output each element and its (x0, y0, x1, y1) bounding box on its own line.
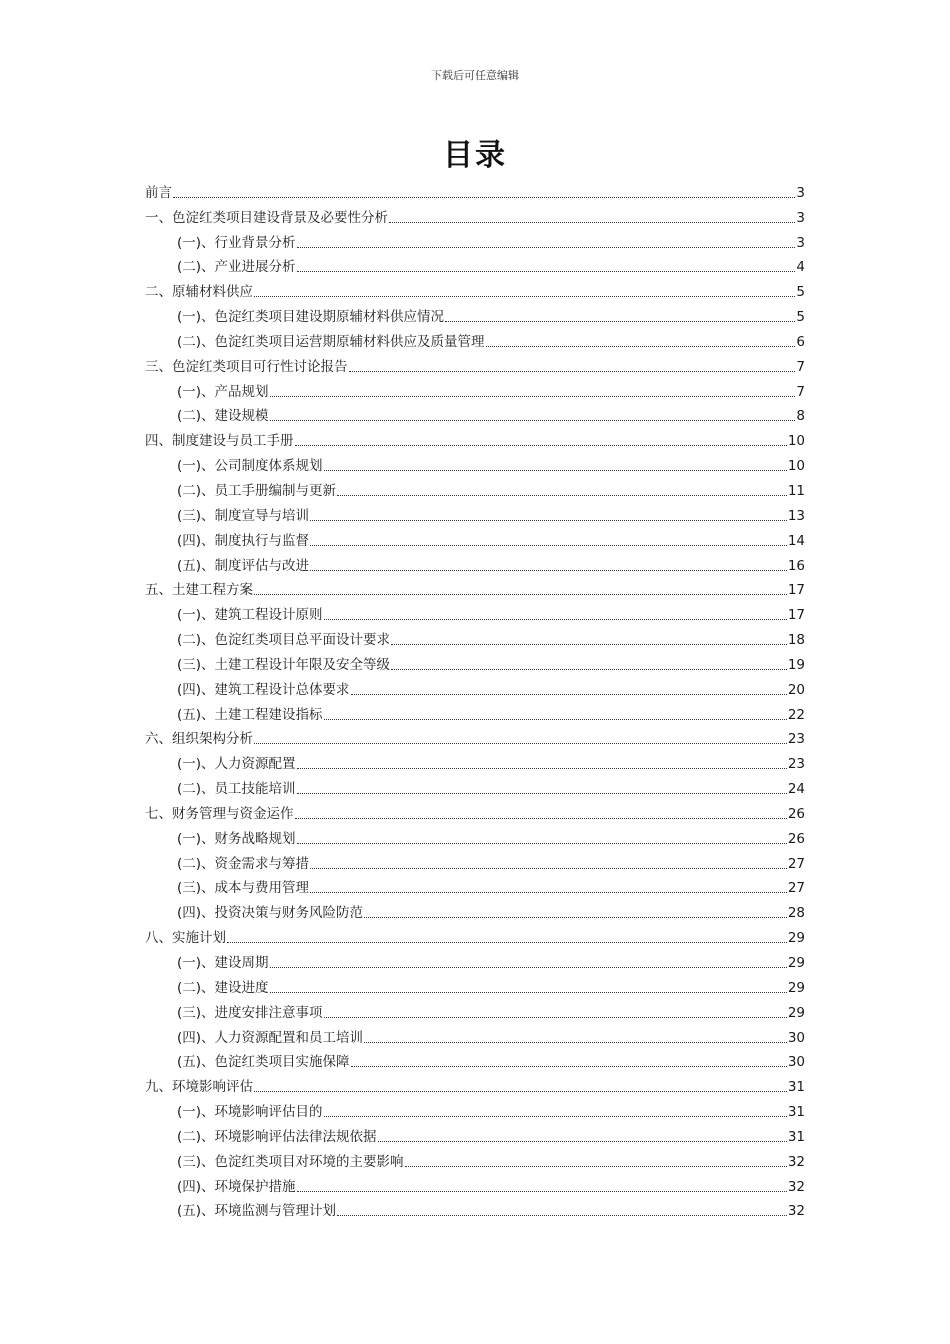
toc-entry[interactable] (145, 1070, 805, 1095)
toc-dot-leader (445, 321, 795, 322)
page-title: 目录 (443, 138, 507, 173)
toc-entry-page-number: 10 (787, 458, 805, 475)
toc-entry[interactable] (145, 226, 805, 251)
toc-entry-page-number: 13 (787, 507, 805, 524)
toc-dot-leader (173, 197, 795, 198)
toc-entry[interactable] (145, 921, 805, 946)
toc-entry-page-number: 6 (796, 333, 805, 350)
toc-entry-title: (五)、色淀红类项目实施保障 (177, 1054, 350, 1071)
toc-dot-leader (310, 545, 787, 546)
toc-entry-title: (二)、员工技能培训 (177, 781, 296, 798)
toc-entry-title: (一)、建筑工程设计原则 (177, 607, 323, 624)
toc-dot-leader (364, 917, 787, 918)
toc-entry[interactable] (145, 822, 805, 847)
toc-entry-title: (四)、投资决策与财务风险防范 (177, 905, 364, 922)
toc-entry-page-number: 4 (796, 259, 805, 276)
toc-entry[interactable] (145, 1046, 805, 1071)
toc-dot-leader (324, 719, 787, 720)
toc-dot-leader (391, 669, 787, 670)
toc-entry[interactable] (145, 549, 805, 574)
toc-entry[interactable] (145, 524, 805, 549)
toc-entry[interactable] (145, 350, 805, 375)
toc-entry-page-number: 7 (796, 358, 805, 375)
toc-entry-title: (一)、色淀红类项目建设期原辅材料供应情况 (177, 309, 445, 326)
toc-entry-title: (三)、土建工程设计年限及安全等级 (177, 656, 391, 673)
toc-dot-leader (324, 619, 787, 620)
toc-entry[interactable] (145, 499, 805, 524)
toc-dot-leader (254, 594, 787, 595)
toc-entry-page-number: 27 (787, 855, 805, 872)
toc-dot-leader (337, 495, 787, 496)
toc-entry[interactable] (145, 424, 805, 449)
toc-entry[interactable] (145, 325, 805, 350)
toc-entry-page-number: 22 (787, 706, 805, 723)
toc-dot-leader (227, 942, 787, 943)
toc-dot-leader (364, 1042, 787, 1043)
toc-dot-leader (297, 247, 796, 248)
toc-entry-title: (四)、环境保护措施 (177, 1178, 296, 1195)
toc-dot-leader (270, 420, 796, 421)
toc-entry-title: (五)、环境监测与管理计划 (177, 1203, 337, 1220)
toc-entry-page-number: 11 (787, 482, 805, 499)
toc-entry-title: (二)、建设进度 (177, 979, 269, 996)
toc-entry-title: 四、制度建设与员工手册 (145, 433, 294, 450)
toc-dot-leader (310, 520, 787, 521)
toc-entry-title: 二、原辅材料供应 (145, 284, 253, 301)
toc-entry-title: (二)、资金需求与筹措 (177, 855, 310, 872)
toc-entry-title: (五)、制度评估与改进 (177, 557, 310, 574)
toc-entry[interactable] (145, 971, 805, 996)
toc-dot-leader (254, 296, 795, 297)
toc-entry-title: (三)、成本与费用管理 (177, 880, 310, 897)
toc-dot-leader (270, 992, 787, 993)
toc-entry-title: (二)、产业进展分析 (177, 259, 296, 276)
toc-entry-page-number: 32 (787, 1178, 805, 1195)
toc-entry-page-number: 20 (787, 681, 805, 698)
toc-entry-title: (一)、行业背景分析 (177, 234, 296, 251)
table-of-contents (145, 176, 805, 1219)
toc-entry-title: 前言 (145, 184, 172, 201)
toc-dot-leader (337, 1215, 787, 1216)
toc-entry-page-number: 8 (796, 408, 805, 425)
toc-entry[interactable] (145, 847, 805, 872)
toc-entry[interactable] (145, 1021, 805, 1046)
toc-dot-leader (310, 570, 787, 571)
toc-entry-page-number: 31 (787, 1104, 805, 1121)
toc-entry-title: 五、土建工程方案 (145, 582, 253, 599)
toc-dot-leader (310, 868, 787, 869)
toc-entry-page-number: 30 (787, 1029, 805, 1046)
toc-entry-page-number: 23 (787, 756, 805, 773)
toc-entry-title: (四)、制度执行与监督 (177, 532, 310, 549)
toc-dot-leader (351, 694, 787, 695)
toc-dot-leader (324, 1116, 787, 1117)
toc-entry[interactable] (145, 747, 805, 772)
toc-entry-page-number: 5 (796, 309, 805, 326)
toc-dot-leader (254, 743, 787, 744)
toc-entry-title: (一)、产品规划 (177, 383, 269, 400)
toc-dot-leader (270, 967, 787, 968)
toc-entry[interactable] (145, 201, 805, 226)
toc-entry-page-number: 16 (787, 557, 805, 574)
toc-dot-leader (297, 793, 787, 794)
toc-entry[interactable] (145, 275, 805, 300)
toc-entry[interactable] (145, 996, 805, 1021)
toc-dot-leader (324, 470, 787, 471)
toc-entry-page-number: 18 (787, 632, 805, 649)
toc-entry-page-number: 26 (787, 805, 805, 822)
toc-entry-page-number: 26 (787, 830, 805, 847)
toc-entry-page-number: 7 (796, 383, 805, 400)
toc-entry[interactable] (145, 449, 805, 474)
toc-entry-page-number: 3 (796, 209, 805, 226)
toc-entry-page-number: 32 (787, 1203, 805, 1220)
toc-entry-title: 六、组织架构分析 (145, 731, 253, 748)
toc-dot-leader (297, 1191, 787, 1192)
toc-dot-leader (349, 371, 796, 372)
toc-entry-title: (四)、建筑工程设计总体要求 (177, 681, 350, 698)
toc-entry-title: 八、实施计划 (145, 930, 226, 947)
toc-entry-page-number: 28 (787, 905, 805, 922)
toc-entry-title: (三)、色淀红类项目对环境的主要影响 (177, 1153, 404, 1170)
toc-dot-leader (378, 1141, 787, 1142)
toc-entry-page-number: 29 (787, 930, 805, 947)
toc-entry-page-number: 3 (796, 184, 805, 201)
toc-entry[interactable] (145, 1145, 805, 1170)
toc-dot-leader (405, 1166, 787, 1167)
toc-dot-leader (295, 818, 787, 819)
toc-entry-page-number: 29 (787, 979, 805, 996)
toc-entry[interactable] (145, 1095, 805, 1120)
toc-entry[interactable] (145, 375, 805, 400)
toc-entry[interactable] (145, 623, 805, 648)
toc-entry[interactable] (145, 896, 805, 921)
toc-entry-title: (二)、建设规模 (177, 408, 269, 425)
toc-entry-page-number: 17 (787, 607, 805, 624)
toc-entry-title: 三、色淀红类项目可行性讨论报告 (145, 358, 348, 375)
toc-entry-page-number: 27 (787, 880, 805, 897)
toc-entry[interactable] (145, 251, 805, 276)
toc-entry-title: (五)、土建工程建设指标 (177, 706, 323, 723)
toc-entry[interactable] (145, 872, 805, 897)
toc-entry-page-number: 29 (787, 1004, 805, 1021)
toc-entry-page-number: 30 (787, 1054, 805, 1071)
toc-entry[interactable] (145, 400, 805, 425)
toc-entry[interactable] (145, 176, 805, 201)
toc-entry-title: (二)、环境影响评估法律法规依据 (177, 1128, 377, 1145)
toc-dot-leader (389, 222, 795, 223)
toc-entry[interactable] (145, 1120, 805, 1145)
toc-entry-page-number: 5 (796, 284, 805, 301)
toc-entry-page-number: 31 (787, 1128, 805, 1145)
toc-entry[interactable] (145, 300, 805, 325)
toc-dot-leader (254, 1091, 787, 1092)
toc-entry-page-number: 32 (787, 1153, 805, 1170)
toc-entry-title: (一)、人力资源配置 (177, 756, 296, 773)
toc-entry-page-number: 19 (787, 656, 805, 673)
toc-entry[interactable] (145, 946, 805, 971)
toc-entry-page-number: 24 (787, 781, 805, 798)
toc-entry-title: (三)、制度宣导与培训 (177, 507, 310, 524)
toc-entry[interactable] (145, 673, 805, 698)
toc-entry-page-number: 10 (787, 433, 805, 450)
toc-entry[interactable] (145, 723, 805, 748)
toc-entry-title: 七、财务管理与资金运作 (145, 805, 294, 822)
toc-entry-title: (一)、环境影响评估目的 (177, 1104, 323, 1121)
toc-entry[interactable] (145, 1170, 805, 1195)
toc-entry-title: (一)、财务战略规划 (177, 830, 296, 847)
toc-entry-page-number: 31 (787, 1079, 805, 1096)
toc-entry-title: (二)、色淀红类项目运营期原辅材料供应及质量管理 (177, 333, 485, 350)
toc-entry-title: (一)、建设周期 (177, 955, 269, 971)
toc-entry[interactable] (145, 797, 805, 822)
toc-entry-page-number: 17 (787, 582, 805, 599)
toc-entry[interactable] (145, 772, 805, 797)
toc-dot-leader (297, 271, 796, 272)
toc-entry-title: (二)、色淀红类项目总平面设计要求 (177, 632, 391, 649)
toc-entry-title: (二)、员工手册编制与更新 (177, 482, 337, 499)
toc-entry-title: 九、环境影响评估 (145, 1079, 253, 1096)
toc-dot-leader (297, 843, 787, 844)
toc-entry-page-number: 14 (787, 532, 805, 549)
toc-dot-leader (486, 346, 796, 347)
toc-entry[interactable] (145, 598, 805, 623)
toc-entry[interactable] (145, 648, 805, 673)
toc-entry-page-number: 23 (787, 731, 805, 748)
toc-dot-leader (297, 768, 787, 769)
toc-dot-leader (324, 1017, 787, 1018)
toc-entry-title: (四)、人力资源配置和员工培训 (177, 1029, 364, 1046)
toc-entry[interactable] (145, 474, 805, 499)
toc-entry[interactable] (145, 574, 805, 599)
toc-entry-page-number: 29 (787, 955, 805, 971)
toc-entry-page-number: 3 (796, 234, 805, 251)
toc-entry[interactable] (145, 698, 805, 723)
toc-entry-title: 一、色淀红类项目建设背景及必要性分析 (145, 209, 388, 226)
toc-entry-title: (三)、进度安排注意事项 (177, 1004, 323, 1021)
toc-dot-leader (351, 1066, 787, 1067)
header-note: 下载后可任意编辑 (431, 69, 519, 82)
toc-dot-leader (270, 396, 796, 397)
toc-entry-title: (一)、公司制度体系规划 (177, 458, 323, 475)
toc-entry[interactable] (145, 1195, 805, 1220)
toc-dot-leader (295, 445, 787, 446)
toc-dot-leader (391, 644, 787, 645)
toc-dot-leader (310, 892, 787, 893)
